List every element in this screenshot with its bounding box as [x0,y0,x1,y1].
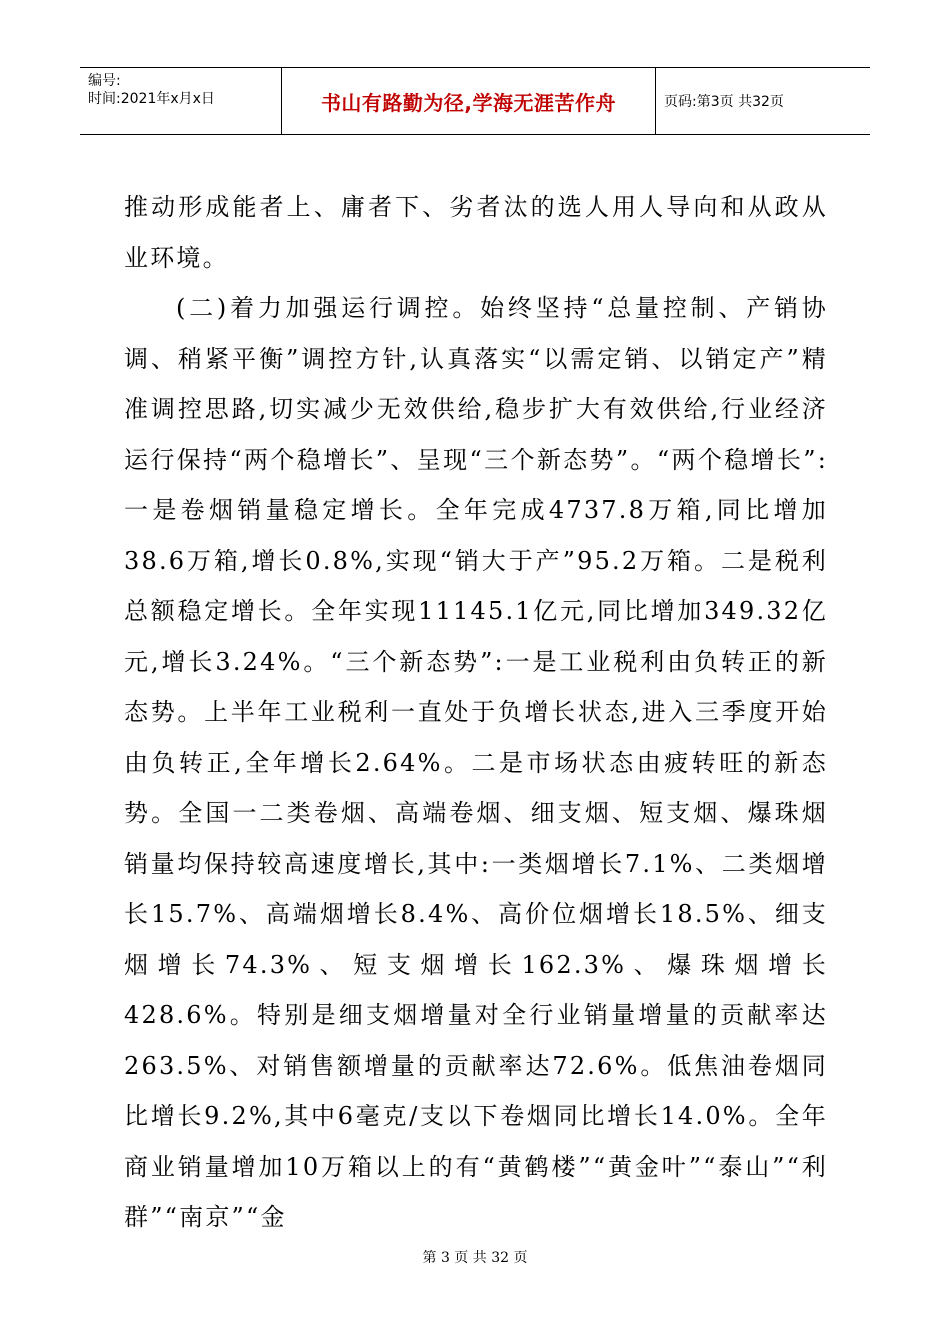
header-page-code [656,68,870,134]
header-motto: 书山有路勤为径,学海无涯苦作舟 [282,68,656,134]
body-paragraph: (二)着力加强运行调控。始终坚持“总量控制、产销协调、稍紧平衡”调控方针,认真落实“以需定销、以销定产”精准调控思路,切实减少无效供给,稳步扩大有效供给,行业经济运行保持“两个稳增长”、呈现“三个新态势”。“两个稳增长”:一是卷烟销量稳定增长。全年完成4737.8万箱,同比增加38.6万箱,增长0.8%,实现“销大于产”95.2万箱。二是税利总额稳定增长。全年实现11145.1亿元,同比增加349.32亿元,增长3.24%。“三个新态势”:一是工业税利由负转正的新态势。上半年工业税利一直处于负增长状态,进入三季度开始由负转正,全年增长2.64%。二是市场状态由疲转旺的新态势。全国一二类卷烟、高端卷烟、细支烟、短支烟、爆珠烟销量均保持较高速度增长,其中:一类烟增长7.1%、二类烟增长15.7%、高端烟增长8.4%、高价位烟增长18.5%、细支烟增长74.3%、短支烟增长162.3%、爆珠烟增长428.6%。特别是细支烟增量对全行业销量增量的贡献率达263.5%、对销售额增量的贡献率达72.6%。低焦油卷烟同比增长9.2%,其中6毫克/支以下卷烟同比增长14.0%。全年商业销量增加10万箱以上的有“黄鹤楼”“黄金叶”“泰山”“利群”“南京”“金 [124,294,828,1231]
page-footer [0,1247,950,1267]
body-paragraph: 推动形成能者上、庸者下、劣者汰的选人用人导向和从政从业环境。 [124,193,828,272]
document-date-label: 时间:2021年x月x日 [88,91,215,107]
page-code-text: 页码:第3页 共32页 [664,94,784,110]
header-meta [80,68,282,134]
page-footer-text: 第 3 页 共 32 页 [422,1250,528,1266]
document-header [80,67,870,135]
document-body [124,182,828,1243]
document-number-label: 编号: [88,73,121,89]
